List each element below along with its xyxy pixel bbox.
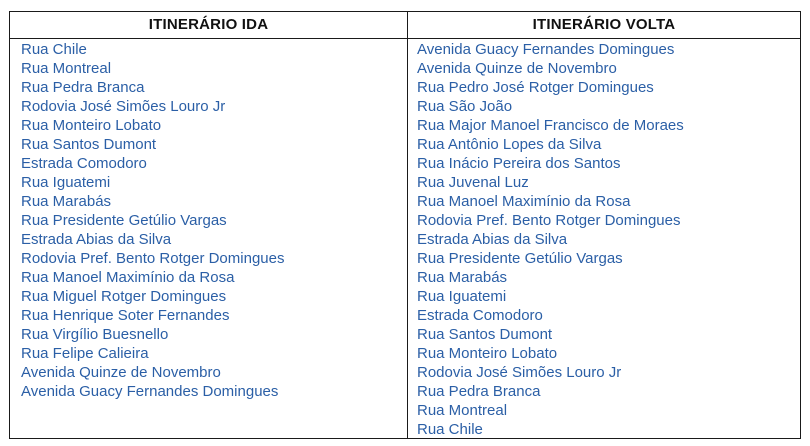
ida-street-item: Rua Montreal	[21, 60, 112, 77]
volta-street-item: Rua Presidente Getúlio Vargas	[417, 250, 623, 267]
header-divider	[10, 38, 800, 39]
ida-street-item: Rua Chile	[21, 41, 87, 58]
ida-street-item: Rua Pedra Branca	[21, 79, 145, 96]
volta-street-item: Rua São João	[417, 98, 513, 115]
ida-street-item: Rua Henrique Soter Fernandes	[21, 307, 230, 324]
ida-street-item: Estrada Comodoro	[21, 155, 147, 172]
volta-street-item: Rua Antônio Lopes da Silva	[417, 136, 602, 153]
ida-street-item: Rodovia José Simões Louro Jr	[21, 98, 226, 115]
volta-street-item: Rua Pedro José Rotger Domingues	[417, 79, 654, 96]
volta-street-item: Rua Montreal	[417, 402, 508, 419]
ida-street-item: Avenida Guacy Fernandes Domingues	[21, 383, 279, 400]
ida-street-item: Rua Presidente Getúlio Vargas	[21, 212, 227, 229]
itinerary-table	[9, 11, 801, 439]
column-divider	[407, 12, 408, 438]
header-itinerario-volta: ITINERÁRIO VOLTA	[532, 16, 676, 33]
ida-street-list	[21, 40, 401, 401]
volta-street-item: Rua Chile	[417, 421, 483, 438]
volta-street-item: Avenida Guacy Fernandes Domingues	[417, 41, 675, 58]
volta-street-item: Rodovia Pref. Bento Rotger Domingues	[417, 212, 681, 229]
volta-street-item: Rua Pedra Branca	[417, 383, 541, 400]
volta-street-item: Estrada Comodoro	[417, 307, 543, 324]
ida-street-item: Rua Manoel Maximínio da Rosa	[21, 269, 235, 286]
volta-street-item: Rua Manoel Maximínio da Rosa	[417, 193, 631, 210]
volta-street-item: Rua Santos Dumont	[417, 326, 553, 343]
ida-street-item: Rua Monteiro Lobato	[21, 117, 162, 134]
volta-street-item: Avenida Quinze de Novembro	[417, 60, 617, 77]
ida-street-item: Rua Santos Dumont	[21, 136, 157, 153]
volta-street-item: Rua Juvenal Luz	[417, 174, 529, 191]
ida-street-item: Rua Miguel Rotger Domingues	[21, 288, 227, 305]
volta-street-item: Estrada Abias da Silva	[417, 231, 568, 248]
volta-street-item: Rua Marabás	[417, 269, 508, 286]
volta-street-item: Rua Major Manoel Francisco de Moraes	[417, 117, 684, 134]
ida-street-item: Rua Iguatemi	[21, 174, 111, 191]
volta-street-item: Rua Inácio Pereira dos Santos	[417, 155, 621, 172]
ida-street-item: Estrada Abias da Silva	[21, 231, 172, 248]
ida-street-item: Rua Felipe Calieira	[21, 345, 149, 362]
volta-street-item: Rodovia José Simões Louro Jr	[417, 364, 622, 381]
header-itinerario-ida: ITINERÁRIO IDA	[148, 16, 269, 33]
ida-street-item: Avenida Quinze de Novembro	[21, 364, 221, 381]
ida-street-item: Rua Marabás	[21, 193, 112, 210]
ida-street-item: Rodovia Pref. Bento Rotger Domingues	[21, 250, 285, 267]
volta-street-list	[417, 40, 797, 439]
volta-street-item: Rua Iguatemi	[417, 288, 507, 305]
volta-street-item: Rua Monteiro Lobato	[417, 345, 558, 362]
ida-street-item: Rua Virgílio Buesnello	[21, 326, 169, 343]
